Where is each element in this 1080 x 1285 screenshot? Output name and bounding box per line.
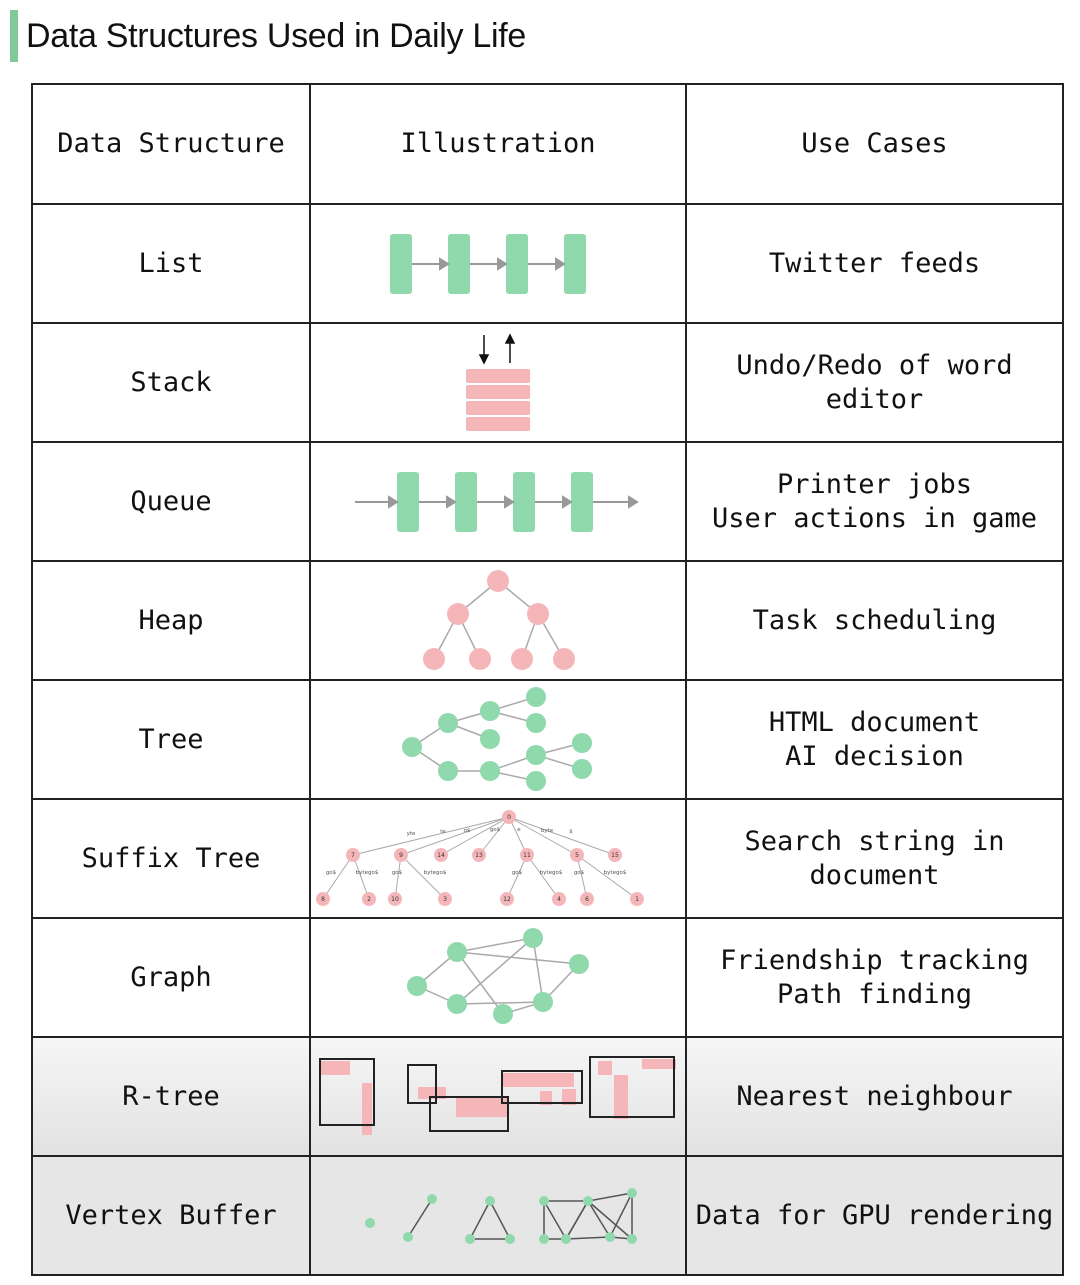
structure-name: Graph	[32, 918, 310, 1037]
queue-icon	[353, 470, 643, 534]
suffix-node-label: 0	[507, 813, 511, 821]
suffix-edge-label: go$	[573, 869, 585, 876]
use-cases-r-tree	[686, 1037, 1063, 1156]
suffix-node-label: 15	[611, 851, 619, 859]
graph-icon	[403, 928, 593, 1028]
table-row-heap	[32, 561, 1063, 680]
data-structures-table	[31, 83, 1064, 1276]
use-cases-graph	[686, 918, 1063, 1037]
suffix-edge-label: $	[569, 828, 573, 835]
illustration-cell	[310, 1037, 686, 1156]
linked-list-icon	[388, 232, 608, 296]
illustration-cell	[310, 442, 686, 561]
illustration-cell	[310, 561, 686, 680]
table-row-tree	[32, 680, 1063, 799]
structure-name: Heap	[32, 561, 310, 680]
use-cases-heap	[686, 561, 1063, 680]
use-case-text: Twitter feeds	[768, 247, 981, 279]
use-case-text: Search string in	[744, 825, 1005, 857]
illustration-cell	[310, 680, 686, 799]
structure-name: Queue	[32, 442, 310, 561]
header-use-cases: Use Cases	[686, 84, 1063, 204]
suffix-node-label: 8	[321, 895, 325, 903]
suffix-node-label: 2	[367, 895, 371, 903]
use-case-text: Task scheduling	[752, 604, 997, 636]
structure-name: Stack	[32, 323, 310, 442]
title-bar	[10, 10, 526, 62]
use-case-text: Path finding	[776, 978, 973, 1010]
illustration-cell	[310, 799, 686, 918]
header-data-structure: Data Structure	[32, 84, 310, 204]
suffix-edge-label: go$	[391, 869, 403, 876]
suffix-edge-label: bytego$	[355, 869, 379, 876]
use-case-text: Nearest neighbour	[736, 1080, 1013, 1112]
use-cases-stack	[686, 323, 1063, 442]
suffix-edge-label: bytego$	[603, 869, 627, 876]
suffix-edge-label: bytego$	[423, 869, 447, 876]
r-tree-icon	[318, 1057, 678, 1137]
illustration-cell	[310, 323, 686, 442]
structure-name: R-tree	[32, 1037, 310, 1156]
page-title: Data Structures Used in Daily Life	[26, 16, 527, 55]
illustration-cell	[310, 918, 686, 1037]
suffix-node-label: 9	[399, 851, 403, 859]
use-case-text: document	[809, 859, 940, 891]
suffix-edge-label: byte	[540, 827, 554, 834]
use-case-text: Data for GPU rendering	[695, 1199, 1054, 1231]
suffix-edge-label: e	[517, 826, 521, 833]
use-case-text: AI decision	[785, 740, 964, 772]
table-row-vertex-buffer	[32, 1156, 1063, 1275]
suffix-edge-label: te	[440, 828, 446, 835]
suffix-node-label: 10	[391, 895, 399, 903]
tree-icon	[398, 685, 598, 795]
heap-icon	[418, 569, 578, 673]
structure-name: Vertex Buffer	[32, 1156, 310, 1275]
suffix-edge-label: go$	[325, 869, 337, 876]
suffix-node-label: 12	[503, 895, 511, 903]
use-cases-tree	[686, 680, 1063, 799]
table-row-queue	[32, 442, 1063, 561]
illustration-cell	[310, 204, 686, 323]
suffix-node-label: 3	[443, 895, 447, 903]
use-case-text: HTML document	[768, 706, 981, 738]
suffix-edge-label: bytego$	[539, 869, 563, 876]
table-row-stack	[32, 323, 1063, 442]
illustration-cell	[310, 1156, 686, 1275]
stack-icon	[458, 333, 538, 433]
use-cases-queue	[686, 442, 1063, 561]
use-case-text: Printer jobs	[776, 468, 973, 500]
table-row-list	[32, 204, 1063, 323]
table-row-r-tree	[32, 1037, 1063, 1156]
use-cases-suffix-tree	[686, 799, 1063, 918]
structure-name: Tree	[32, 680, 310, 799]
use-case-text: Undo/Redo of word editor	[736, 349, 1013, 415]
table-row-graph	[32, 918, 1063, 1037]
header-row	[32, 84, 1063, 204]
suffix-edge-label: o$	[463, 827, 471, 834]
structure-name: Suffix Tree	[32, 799, 310, 918]
table-row-suffix-tree	[32, 799, 1063, 918]
suffix-tree-icon	[323, 807, 673, 911]
suffix-node-label: 14	[437, 851, 445, 859]
vertex-buffer-icon	[348, 1181, 648, 1251]
suffix-node-label: 5	[575, 851, 579, 859]
use-case-text: User actions in game	[711, 502, 1038, 534]
suffix-node-label: 13	[475, 851, 483, 859]
suffix-node-label: 1	[635, 895, 639, 903]
suffix-edge-label: go$	[511, 869, 523, 876]
use-cases-vertex-buffer	[686, 1156, 1063, 1275]
suffix-node-label: 4	[557, 895, 561, 903]
structure-name: List	[32, 204, 310, 323]
header-illustration: Illustration	[310, 84, 686, 204]
use-cases-list	[686, 204, 1063, 323]
suffix-node-label: 7	[351, 851, 355, 859]
suffix-edge-label: yte	[406, 830, 416, 837]
suffix-node-label: 11	[523, 851, 531, 859]
suffix-node-label: 6	[585, 895, 589, 903]
title-accent-bar	[10, 10, 18, 62]
suffix-edge-label: go$	[489, 826, 501, 833]
use-case-text: Friendship tracking	[720, 944, 1029, 976]
